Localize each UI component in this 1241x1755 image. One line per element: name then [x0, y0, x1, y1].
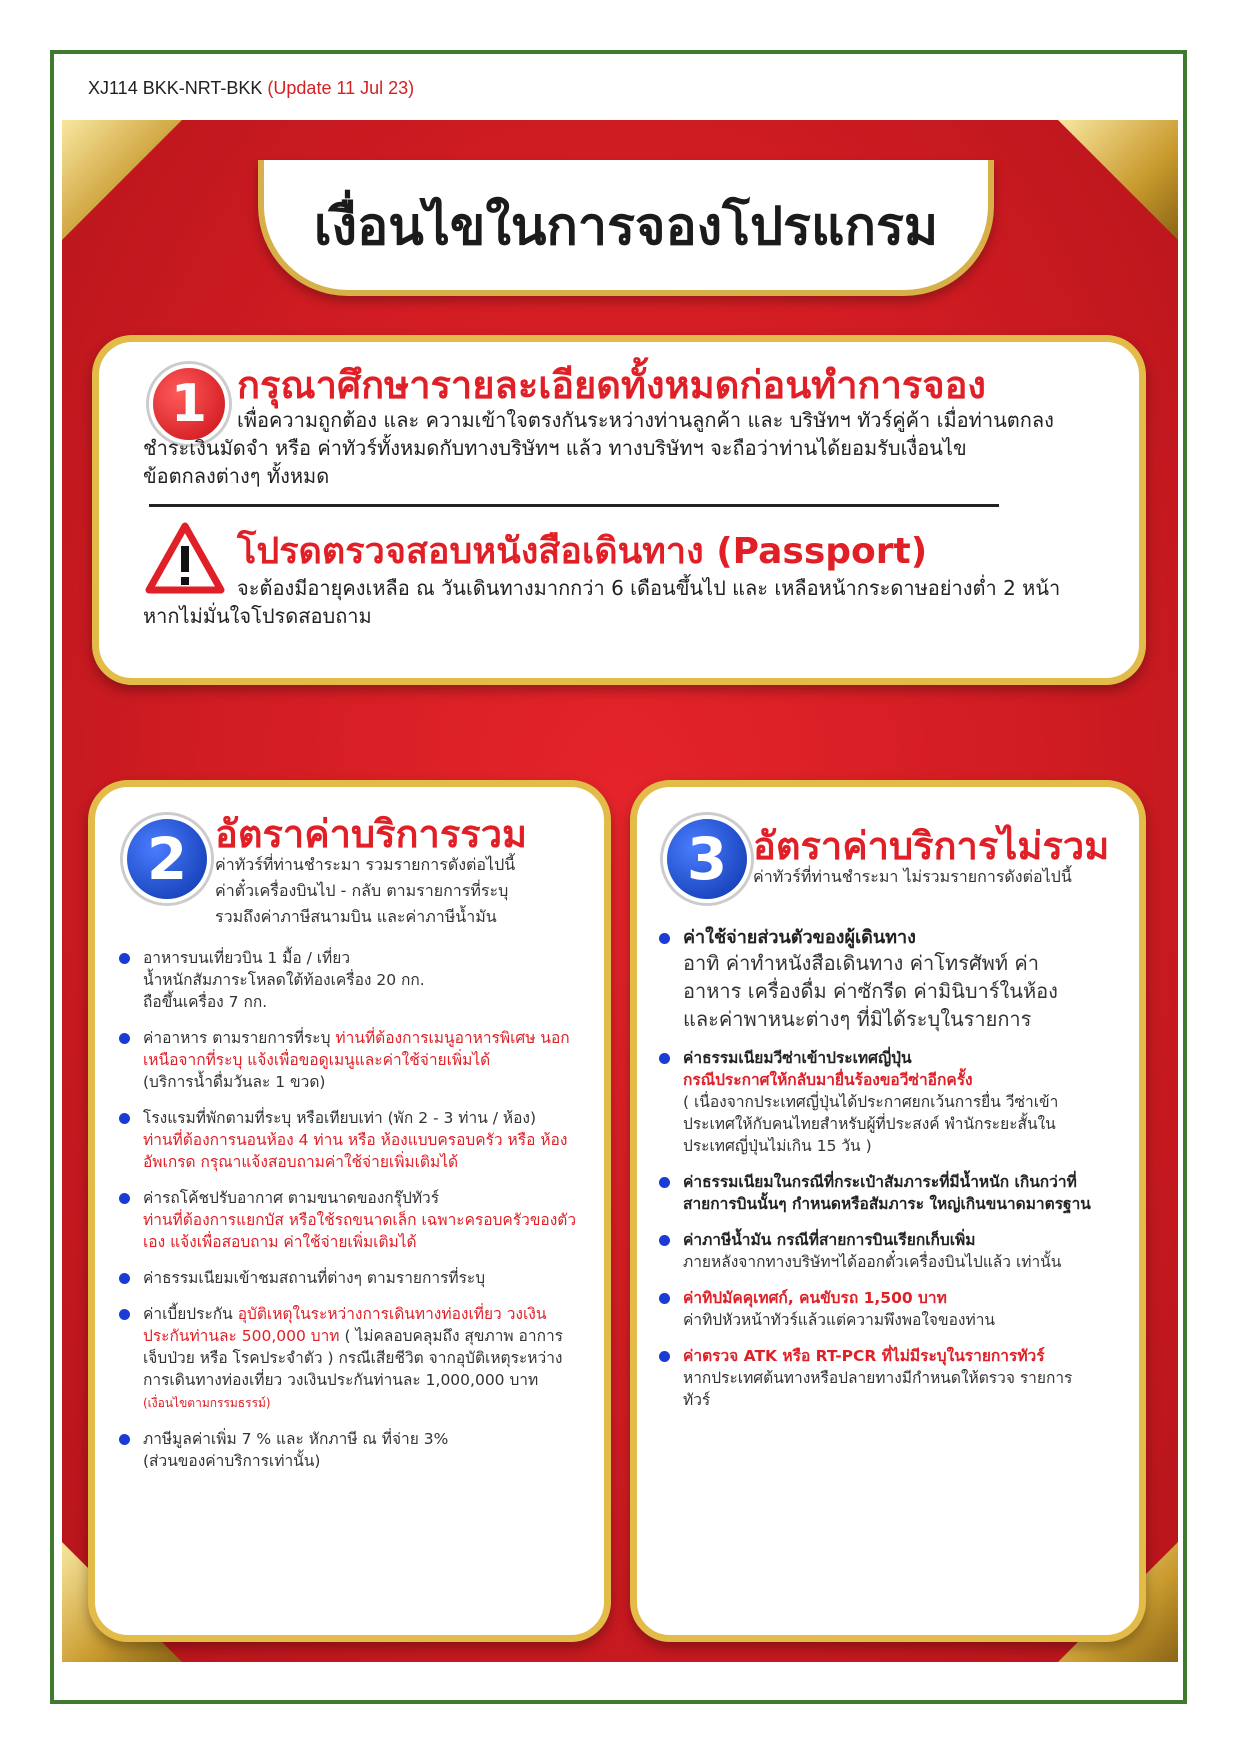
divider [149, 504, 999, 507]
gold-corner-decoration [62, 120, 182, 240]
list-item: ค่าธรรมเนียมในกรณีที่กระเป๋าสัมภาระที่มีน้ำหนัก เกินกว่าที่สายการบินนั้นๆ กำหนดหรือสัมภาระ ใหญ่เกินขนาดมาตรฐาน [657, 1171, 1097, 1215]
list-item: ค่าทิปมัคคุเทศก์, คนขับรถ 1,500 บาท ค่าทิปหัวหน้าทัวร์แล้วแต่ความพึงพอใจของท่าน [657, 1287, 1097, 1331]
list-item: ภาษีมูลค่าเพิ่ม 7 % และ หักภาษี ณ ที่จ่าย 3% (ส่วนของค่าบริการเท่านั้น) [117, 1428, 577, 1472]
section-3-subtitle: ค่าทัวร์ที่ท่านชำระมา ไม่รวมรายการดังต่อไปนี้ [753, 867, 1072, 886]
section-number-badge: 3 [663, 815, 751, 903]
included-list [117, 947, 577, 1486]
list-item: ค่าใช้จ่ายส่วนตัวของผู้เดินทาง อาทิ ค่าทำหนังสือเดินทาง ค่าโทรศัพท์ ค่าอาหาร เครื่องดื่ม ค่าซักรีด ค่ามินิบาร์ในห้อง และค่าพาหนะต่างๆ ที่มิได้ระบุในรายการ [657, 927, 1097, 1033]
list-item: อาหารบนเที่ยวบิน 1 มื้อ / เที่ยว น้ำหนักสัมภาระโหลดใต้ท้องเครื่อง 20 กก. ถือขึ้นเครื่อง 7 กก. [117, 947, 577, 1013]
warning-icon [145, 522, 225, 594]
passport-heading: โปรดตรวจสอบหนังสือเดินทาง (Passport) [237, 531, 928, 572]
gold-corner-decoration [1058, 120, 1178, 240]
excluded-list [657, 927, 1097, 1425]
section-1-line: ชำระเงินมัดจำ หรือ ค่าทัวร์ทั้งหมดกับทางบริษัทฯ แล้ว ทางบริษัทฯ จะถือว่าท่านได้ยอมรับเงื่อนไข [143, 436, 967, 460]
section-2-subtitle: รวมถึงค่าภาษีสนามบิน และค่าภาษีน้ำมัน [215, 907, 497, 926]
poster-title: เงื่อนไขในการจองโปรแกรม [313, 196, 939, 257]
update-date: (Update 11 Jul 23) [267, 78, 415, 98]
section-number-badge: 1 [149, 364, 229, 444]
section-3-card [630, 780, 1146, 1642]
passport-line: จะต้องมีอายุคงเหลือ ณ วันเดินทางมากกว่า 6 เดือนขึ้นไป และ เหลือหน้ากระดาษอย่างต่ำ 2 หน้า [237, 576, 1061, 600]
section-2-subtitle: ค่าตั๋วเครื่องบินไป - กลับ ตามรายการที่ระบุ [215, 881, 509, 900]
tour-code: XJ114 BKK-NRT-BKK [88, 78, 263, 98]
list-item: ค่าตรวจ ATK หรือ RT-PCR ที่ไม่มีระบุในรายการทัวร์ หากประเทศต้นทางหรือปลายทางมีกำหนดให้ตรวจ รายการทัวร์ [657, 1345, 1097, 1411]
section-1-line: ข้อตกลงต่างๆ ทั้งหมด [143, 464, 330, 488]
document-header [88, 78, 414, 99]
conditions-poster [62, 120, 1178, 1662]
section-1-card [92, 335, 1146, 685]
list-item: โรงแรมที่พักตามที่ระบุ หรือเทียบเท่า (พัก 2 - 3 ท่าน / ห้อง) ท่านที่ต้องการนอนห้อง 4 ท่าน หรือ ห้องแบบครอบครัว หรือ ห้องอัพเกรด กรุณาแจ้งสอบถามค่าใช้จ่ายเพิ่มเติมได้ [117, 1107, 577, 1173]
list-item: ค่าธรรมเนียมเข้าชมสถานที่ต่างๆ ตามรายการที่ระบุ [117, 1267, 577, 1289]
section-1-heading: กรุณาศึกษารายละเอียดทั้งหมดก่อนทำการจอง [237, 363, 986, 407]
list-item: ค่ารถโค้ชปรับอากาศ ตามขนาดของกรุ๊ปทัวร์ ท่านที่ต้องการแยกบัส หรือใช้รถขนาดเล็ก เฉพาะครอบครัวของตัวเอง แจ้งเพื่อสอบถาม ค่าใช้จ่ายเพิ่มเติมได้ [117, 1187, 577, 1253]
passport-line: หากไม่มั่นใจโปรดสอบถาม [143, 604, 372, 628]
section-2-subtitle: ค่าทัวร์ที่ท่านชำระมา รวมรายการดังต่อไปนี้ [215, 855, 516, 874]
poster-title-plate [258, 160, 994, 296]
list-item: ค่าภาษีน้ำมัน กรณีที่สายการบินเรียกเก็บเพิ่ม ภายหลังจากทางบริษัทฯได้ออกตั๋วเครื่องบินไปแล้ว เท่านั้น [657, 1229, 1097, 1273]
list-item: ค่าอาหาร ตามรายการที่ระบุ ท่านที่ต้องการเมนูอาหารพิเศษ นอกเหนือจากที่ระบุ แจ้งเพื่อขอดูเมนูและค่าใช้จ่ายเพิ่มได้ (บริการน้ำดื่มวันละ 1 ขวด) [117, 1027, 577, 1093]
section-number-badge: 2 [123, 815, 211, 903]
section-1-line: เพื่อความถูกต้อง และ ความเข้าใจตรงกันระหว่างท่านลูกค้า และ บริษัทฯ ทัวร์คู่ค้า เมื่อท่านตกลง [237, 408, 1054, 432]
list-item: ค่าเบี้ยประกัน อุบัติเหตุในระหว่างการเดินทางท่องเที่ยว วงเงินประกันท่านละ 500,000 บาท ( ไม่คลอบคลุมถึง สุขภาพ อาการเจ็บป่วย หรือ โรคประจำตัว ) กรณีเสียชีวิต จากอุบัติเหตุระหว่างการเดินทางท่องเที่ยว วงเงินประกันท่านละ 1,000,000 บาท (เงื่อนไขตามกรรมธรรม์) [117, 1303, 577, 1414]
section-2-card [88, 780, 611, 1642]
section-3-heading: อัตราค่าบริการไม่รวม [753, 824, 1110, 868]
section-2-heading: อัตราค่าบริการรวม [215, 812, 528, 856]
list-item: ค่าธรรมเนียมวีซ่าเข้าประเทศญี่ปุ่น กรณีประกาศให้กลับมายื่นร้องขอวีซ่าอีกครั้ง ( เนื่องจากประเทศญี่ปุ่นได้ประกาศยกเว้นการยื่น วีซ่าเข้าประเทศให้กับคนไทยสำหรับผู้ที่ประสงค์ พำนักระยะสั้นในประเทศญี่ปุ่นไม่เกิน 15 วัน ) [657, 1047, 1097, 1157]
